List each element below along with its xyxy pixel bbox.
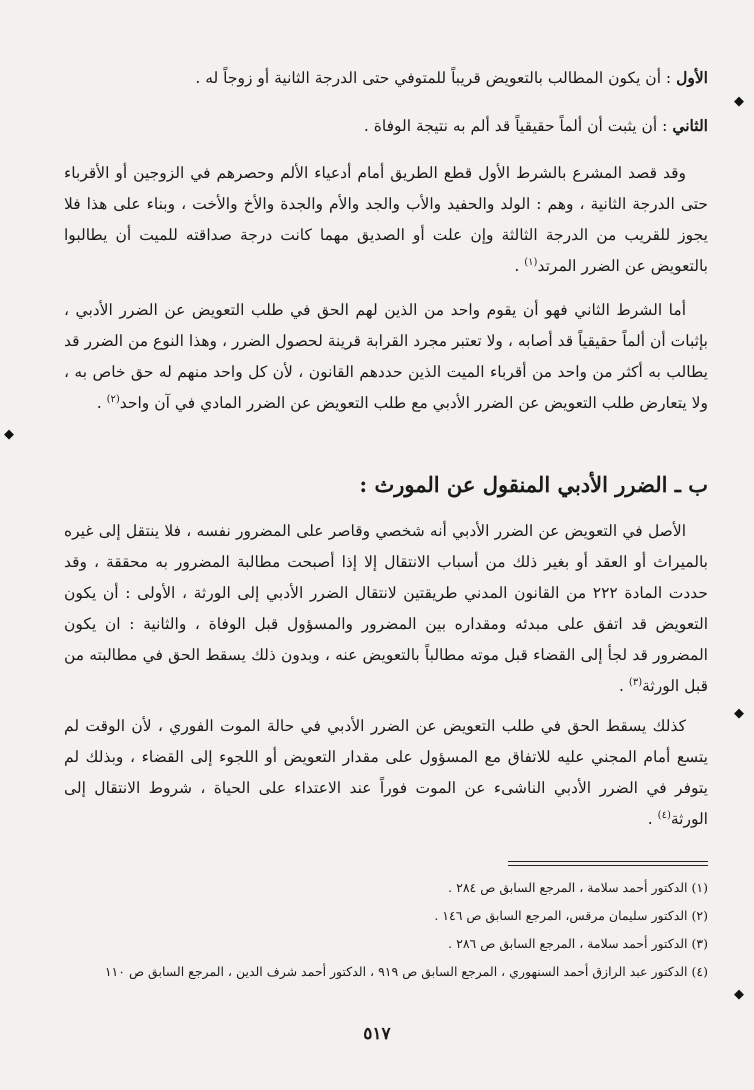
footnotes-list — [64, 874, 708, 986]
margin-mark-icon: ◆ — [734, 987, 744, 1002]
condition-2-text: : أن يثبت أن ألماً حقيقياً قد ألم به نتيجة الوفاة . — [363, 117, 668, 135]
footnote-3: (٣) الدكتور أحمد سلامة ، المرجع السابق ص ٢٨٦ . — [448, 936, 708, 951]
footnote-2: (٢) الدكتور سليمان مرقس، المرجع السابق ص ١٤٦ . — [434, 908, 708, 923]
paragraph-text: الأصل في التعويض عن الضرر الأدبي أنه شخصي وقاصر على المضرور نفسه ، فلا ينتقل إلى غيره بالميراث أو العقد أو بغير ذلك من أسباب الانتقال إلا إذا أصبحت مطالبة المضرور به محققة ، وقد حددت المادة ٢٢٢ من القانون المدني طريقتين لانتقال الضرر الأدبي إلى الورثة ، الأولى : أن يكون التعويض قد اتفق على مبدئه ومقداره بين المضرور والمسؤول قبل الوفاة ، والثانية : ان يكون المضرور قد لجأ إلى القضاء قبل موته مطالباً بالتعويض عنه ، وبدون ذلك يسقط الحق في مطالبته من قبل الورثة — [64, 522, 708, 695]
paragraph-first-condition-purpose — [64, 158, 708, 282]
footnote-4: (٤) الدكتور عبد الرازق أحمد السنهوري ، المرجع السابق ص ٩١٩ ، الدكتور أحمد شرف الدين ، المرجع السابق ص ١١٠ — [104, 964, 708, 979]
condition-2-label: الثاني — [672, 116, 708, 135]
paragraph-end: . — [619, 677, 629, 695]
footnote-ref-1: (١) — [524, 256, 538, 268]
section-heading: ب ـ الضرر الأدبي المنقول عن المورث : — [359, 472, 708, 497]
footnote-1: (١) الدكتور أحمد سلامة ، المرجع السابق ص ٢٨٤ . — [448, 880, 708, 895]
page-number: ٥١٧ — [363, 1024, 391, 1044]
paragraph-second-condition — [64, 295, 708, 419]
paragraph-condition-1 — [64, 62, 708, 94]
footnote-ref-3: (٣) — [628, 676, 643, 688]
footnote-ref-4: (٤) — [657, 809, 671, 821]
paragraph-instant-death — [64, 711, 708, 835]
paragraph-condition-2 — [64, 110, 708, 142]
condition-1-text: : أن يكون المطالب بالتعويض قريباً للمتوفي حتى الدرجة الثانية أو زوجاً له . — [195, 69, 672, 87]
paragraph-end: . — [96, 394, 107, 412]
margin-mark-icon: ◆ — [4, 427, 14, 442]
margin-mark-icon: ◆ — [734, 94, 744, 109]
paragraph-text: أما الشرط الثاني فهو أن يقوم واحد من الذين لهم الحق في طلب التعويض عن الضرر الأدبي ، بإثبات أن ألماً حقيقياً قد أصابه ، ولا تعتبر مجرد القرابة قرينة لحصول الضرر ، وهذا النوع من الضرر قد يطالب به أكثر من واحد من أقرباء الميت الذين حددهم القانون ، لأن كل واحد منهم له حق خاص به ، ولا يتعارض طلب التعويض عن الضرر الأدبي مع طلب التعويض عن الضرر المادي في آن واحد — [64, 301, 708, 412]
paragraph-transfer-rule — [64, 516, 708, 702]
paragraph-text: كذلك يسقط الحق في طلب التعويض عن الضرر الأدبي في حالة الموت الفوري ، لأن الوقت لم يتسع أمام المجني عليه للاتفاق مع المسؤول على مقدار التعويض أو اللجوء إلى القضاء ، وبذلك لم يتوفر في الضرر الأدبي الناشىء عن الموت فوراً عند الاعتداء على الحياة ، شروط الانتقال إلى الورثة — [64, 717, 708, 828]
margin-mark-icon: ◆ — [734, 706, 744, 721]
condition-1-label: الأول — [676, 68, 708, 87]
paragraph-text: وقد قصد المشرع بالشرط الأول قطع الطريق أمام أدعياء الألم وحصرهم في الزوجين أو الأقرباء حتى الدرجة الثانية ، وهم : الولد والحفيد والأب والجد والأم والجدة والأخ والأخت ، وبناء على هذا فلا يجوز للقريب من الدرجة الثالثة وإن علت أو الصديق مهما كانت درجة صداقته للميت أن يطالبوا بالتعويض عن الضرر المرتد — [64, 164, 708, 275]
footnote-ref-2: (٢) — [106, 393, 120, 405]
paragraph-end: . — [514, 257, 525, 275]
footnote-divider — [508, 861, 708, 866]
paragraph-end: . — [647, 810, 658, 828]
